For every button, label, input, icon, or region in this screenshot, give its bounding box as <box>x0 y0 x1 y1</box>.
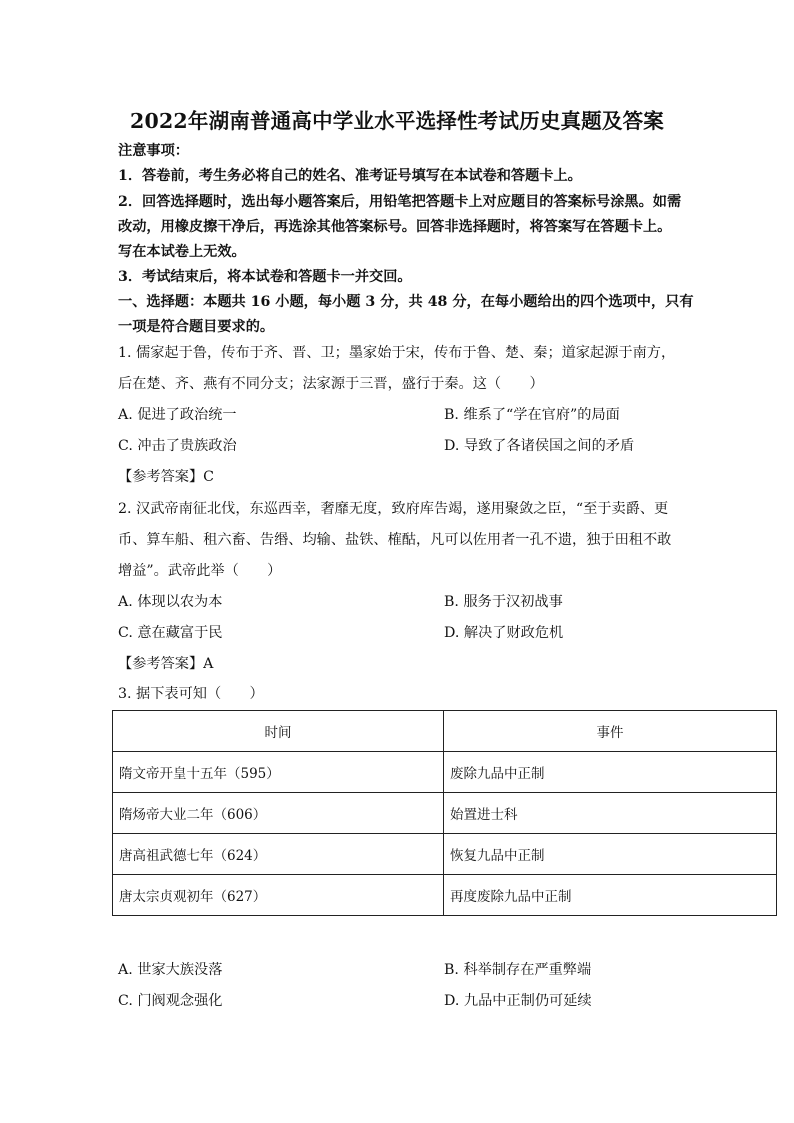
table-row <box>113 752 777 793</box>
q2-option-d: D. 解决了财政危机 <box>444 625 564 641</box>
section-heading-cont: 一项是符合题目要求的。 <box>118 319 275 335</box>
notice-item: 1．答卷前，考生务必将自己的姓名、准考证号填写在本试卷和答题卡上。 <box>118 168 582 184</box>
table-header-row <box>113 711 777 752</box>
page-title: 2022年湖南普通高中学业水平选择性考试历史真题及答案 <box>130 109 664 133</box>
table-cell-event: 恢复九品中正制 <box>444 834 777 875</box>
q3-option-a: A. 世家大族没落 <box>118 962 223 978</box>
notice-item: 写在本试卷上无效。 <box>118 244 246 260</box>
notice-item: 改动，用橡皮擦干净后，再选涂其他答案标号。回答非选择题时，将答案写在答题卡上。 <box>118 219 672 235</box>
q1-stem: 1. 儒家起于鲁，传布于齐、晋、卫；墨家始于宋，传布于鲁、楚、秦；道家起源于南方， <box>118 345 676 361</box>
q3-table <box>112 710 777 916</box>
q3-option-d: D. 九品中正制仍可延续 <box>444 993 592 1009</box>
q2-stem-cont: 增益”。武帝此举（ ） <box>118 563 282 579</box>
q2-stem: 2. 汉武帝南征北伐，东巡西幸，奢靡无度，致府库告竭，遂用聚敛之臣，“至于卖爵、更 <box>118 501 669 517</box>
q1-option-c: C. 冲击了贵族政治 <box>118 438 237 454</box>
table-cell-event: 再度废除九品中正制 <box>444 875 777 916</box>
q1-option-a: A. 促进了政治统一 <box>118 407 237 423</box>
notice-item: 2．回答选择题时，选出每小题答案后，用铅笔把答题卡上对应题目的答案标号涂黑。如需 <box>118 194 682 210</box>
q2-answer: 【参考答案】A <box>118 656 214 672</box>
table-cell-event: 废除九品中正制 <box>444 752 777 793</box>
table-row <box>113 875 777 916</box>
table-cell-time: 唐太宗贞观初年（627） <box>113 875 444 916</box>
q3-stem: 3. 据下表可知（ ） <box>118 686 264 702</box>
table-cell-time: 隋炀帝大业二年（606） <box>113 793 444 834</box>
table-cell-time: 隋文帝开皇十五年（595） <box>113 752 444 793</box>
table-row <box>113 834 777 875</box>
q3-option-c: C. 门阀观念强化 <box>118 993 223 1009</box>
q2-stem-cont: 币、算车船、租六畜、告缗、均输、盐铁、榷酤，凡可以佐用者一孔不遗，独于田租不敢 <box>118 532 672 548</box>
table-cell-event: 始置进士科 <box>444 793 777 834</box>
q2-option-a: A. 体现以农为本 <box>118 594 223 610</box>
q1-stem-cont: 后在楚、齐、燕有不同分支；法家源于三晋，盛行于秦。这（ ） <box>118 376 544 392</box>
section-heading: 一、选择题：本题共 16 小题，每小题 3 分，共 48 分，在每小题给出的四个选项中，只有 <box>118 294 694 310</box>
q1-answer: 【参考答案】C <box>118 469 214 485</box>
notice-heading: 注意事项： <box>118 143 189 159</box>
q1-option-b: B. 维系了“学在官府”的局面 <box>444 407 620 423</box>
table-header-cell: 时间 <box>113 711 444 752</box>
q2-option-c: C. 意在藏富于民 <box>118 625 223 641</box>
table-cell-time: 唐高祖武德七年（624） <box>113 834 444 875</box>
q1-option-d: D. 导致了各诸侯国之间的矛盾 <box>444 438 635 454</box>
q2-option-b: B. 服务于汉初战事 <box>444 594 563 610</box>
table-header-cell: 事件 <box>444 711 777 752</box>
table-row <box>113 793 777 834</box>
q3-option-b: B. 科举制存在严重弊端 <box>444 962 592 978</box>
notice-item: 3．考试结束后，将本试卷和答题卡一并交回。 <box>118 269 412 285</box>
